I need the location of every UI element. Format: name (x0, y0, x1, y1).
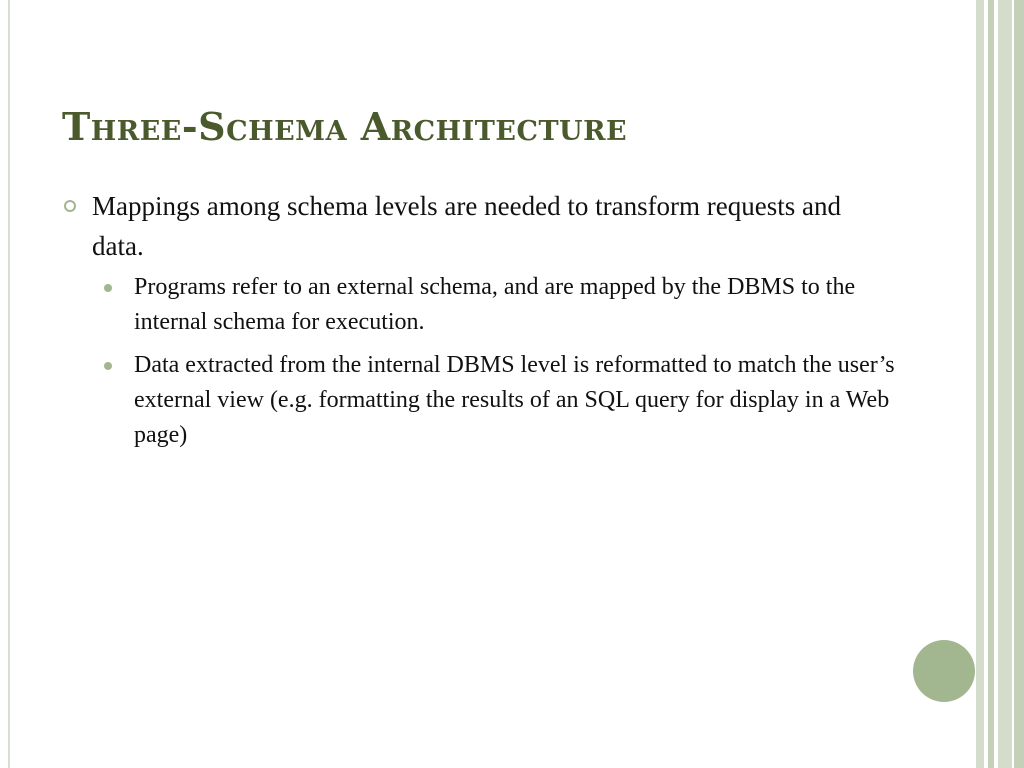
slide-body (62, 186, 895, 461)
sub-bullet-text: Data extracted from the internal DBMS level is reformatted to match the user’s external view (e.g. formatting the results of an SQL query for display in a Web page) (134, 352, 895, 448)
sub-bullet (104, 348, 914, 453)
ring-bullet-icon (64, 200, 76, 212)
right-decor-band (1014, 0, 1024, 768)
right-decor-band (976, 0, 984, 768)
bullet-text: Mappings among schema levels are needed to transform requests and data. (92, 191, 842, 261)
dot-bullet-icon (104, 362, 112, 370)
decorative-circle (913, 640, 975, 702)
sub-bullet-text: Programs refer to an external schema, and are mapped by the DBMS to the internal schema for execution. (134, 274, 856, 335)
right-decor-band (998, 0, 1012, 768)
bullet-level-1 (62, 186, 882, 266)
sub-bullet (104, 270, 914, 340)
slide-title: Three-Schema Architecture (62, 104, 628, 149)
left-border-line (8, 0, 10, 768)
sub-bullet-list (62, 270, 895, 453)
dot-bullet-icon (104, 284, 112, 292)
